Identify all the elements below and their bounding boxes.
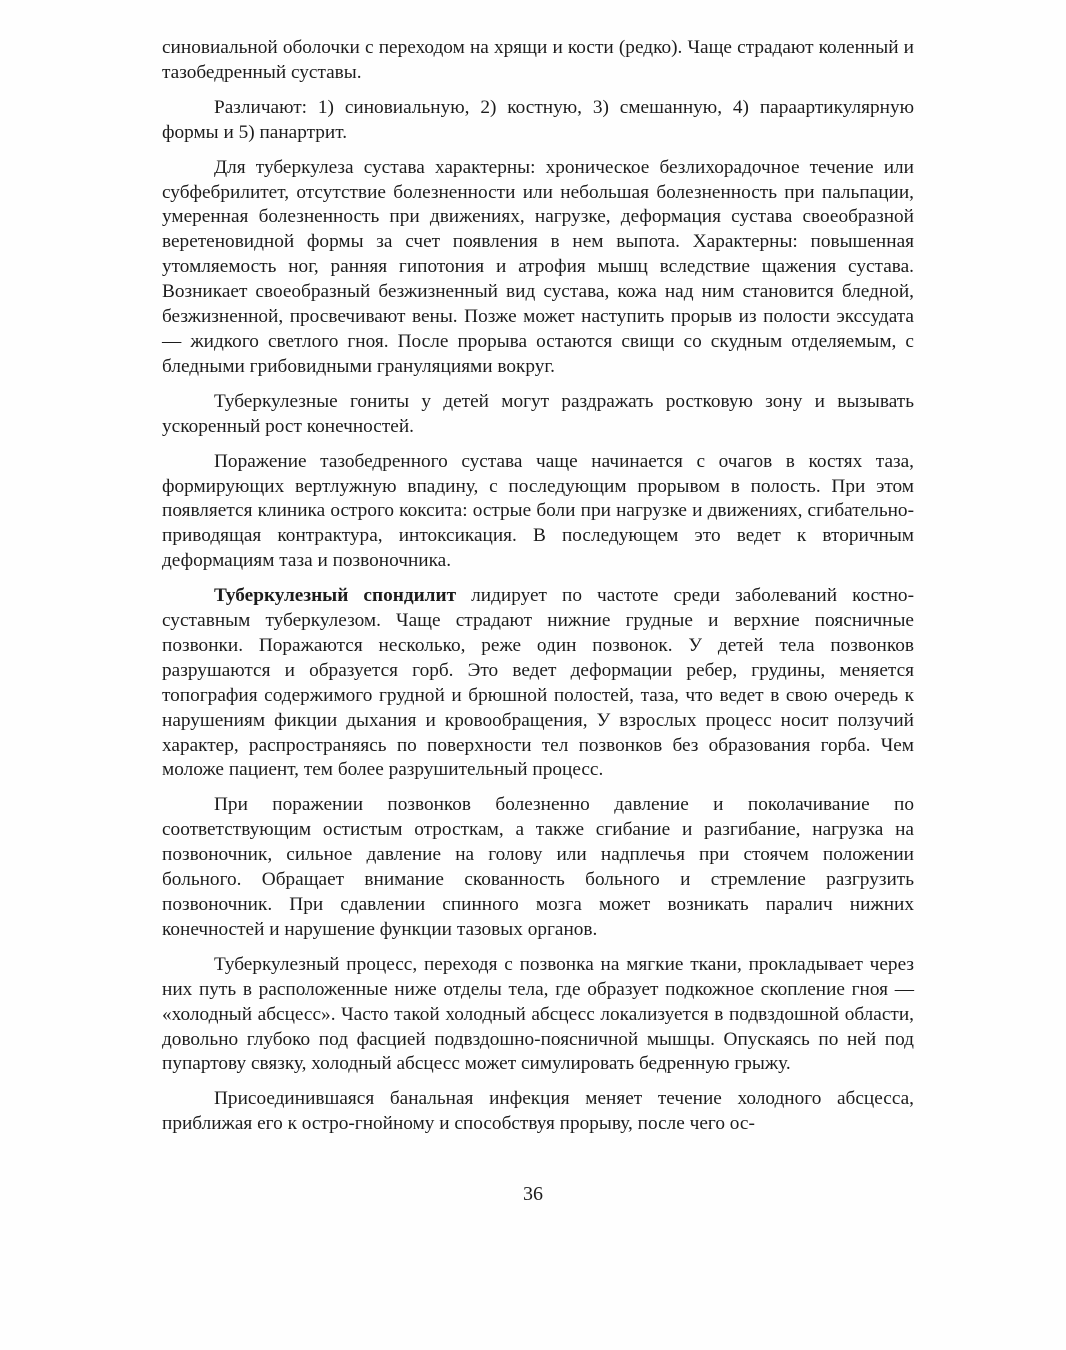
paragraph: Различают: 1) синовиальную, 2) костную, 3) смешанную, 4) параартикулярную формы и 5) панартрит. [162, 96, 914, 143]
paragraph: Туберкулезный спондилит лидирует по частоте среди заболеваний костно-суставным туберкулезом. Чаще страдают нижние грудные и верхние поясничные позвонки. Поражаются несколько, реже один позвонок. У детей тела позвонков разрушаются и образуется горб. Это ведет деформации ребер, грудины, меняется топография содержимого грудной и брюшной полостей, таза, что ведет в свою очередь к нарушениям фикции дыхания и кровообращения, У взрослых процесс носит ползучий характер, распространяясь по поверхности тел позвонков без образования горба. Чем моложе пациент, тем более разрушительный процесс. [162, 585, 914, 781]
paragraph: Для туберкулеза сустава характерны: хроническое безлихорадочное течение или субфебрилитет, отсутствие болезненности или небольшая болезненность при пальпации, умеренная болезненность при движениях, нагрузке, деформация сустава своеобразной веретеновидной формы за счет появления в нем выпота. Характерны: повышенная утомляемость ног, ранняя гипотония и атрофия мышц вследствие щажения сустава. Возникает своеобразный безжизненный вид сустава, кожа над ним становится бледной, безжизненной, просвечивают вены. Позже может наступить прорыв из полости экссудата — жидкого светлого гноя. После прорыва остаются свищи со скудным отделяемым, с бледными грибовидными грануляциями вокруг. [162, 156, 914, 377]
paragraph: Туберкулезный процесс, переходя с позвонка на мягкие ткани, прокладывает через них путь в расположенные ниже отделы тела, где образует подкожное скопление гноя — «холодный абсцесс». Часто такой холодный абсцесс локализуется в подвздошной области, довольно глубоко под фасцией подвздошно-поясничной мышцы. Опускаясь по ней под пупартову связку, холодный абсцесс может симулировать бедренную грыжу. [162, 953, 914, 1075]
paragraph: Поражение тазобедренного сустава чаще начинается с очагов в костях таза, формирующих вертлужную впадину, с последующим прорывом в полость. При этом появляется клиника острого коксита: острые боли при нагрузке и движениях, сгибательно-приводящая контрактура, интоксикация. В последующем это ведет к вторичным деформациям таза и позвоночника. [162, 450, 914, 572]
paragraph: синовиальной оболочки с переходом на хрящи и кости (редко). Чаще страдают коленный и тазобедренный суставы. [162, 37, 914, 83]
paragraph-lead-term: Туберкулезный спондилит [214, 585, 457, 607]
paragraph: Присоединившаяся банальная инфекция меняет течение холодного абсцесса, приближая его к остро-гнойному и способствуя прорыву, после чего ос- [162, 1088, 914, 1135]
body-text [162, 36, 914, 1147]
page-number: 36 [523, 1183, 543, 1205]
paragraph: Туберкулезные гониты у детей могут раздражать ростковую зону и вызывать ускоренный рост конечностей. [162, 390, 914, 437]
paragraph: При поражении позвонков болезненно давление и поколачивание по соответствующим остистым отросткам, а также сгибание и разгибание, нагрузка на позвоночник, сильное давление на голову или надплечья при стоячем положении больного. Обращает внимание скованность больного и стремление разгрузить позвоночник. При сдавлении спинного мозга может возникать паралич нижних конечностей и нарушение функции тазовых органов. [162, 794, 914, 940]
